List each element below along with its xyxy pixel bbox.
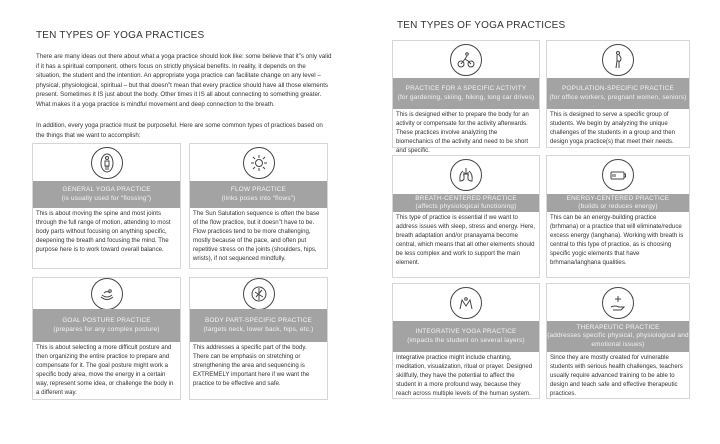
card-subtitle: (for gardening, skiing, hiking, long car drives) [397,93,535,101]
icon-area [393,41,539,78]
practice-card [32,277,181,400]
card-description: This is designed either to prepare the body for an activity or compensate for the activity afterwards. These practices involve analyzing the biomechanics of the activity and need to be short and specific. [396,111,529,154]
card-subtitle: (builds or reduces energy) [578,203,658,210]
practice-card [546,155,690,278]
card-header [190,181,327,208]
icon-area [547,284,689,321]
card-subtitle: (for office workers, pregnant women, seniors) [549,93,687,101]
card-description: This addresses a specific part of the body. There can be emphasis on stretching or strengthening the area and sequencing is EXTREMELY important here if we want the practice to be effective and safe. [193,344,310,387]
card-description: Since they are mostly created for vulnerable students with serious health challenges, teachers usually require advanced training to be able to design and teach safe and effective therapeutic practices. [550,354,683,397]
card-title: THERAPEUTIC PRACTICE [576,324,660,332]
card-title: INTEGRATIVE YOGA PRACTICE [415,328,517,336]
practice-card [392,40,540,154]
card-header [547,194,689,212]
card-title: GOAL POSTURE PRACTICE [62,317,151,325]
right-page-title: TEN TYPES OF YOGA PRACTICES [397,20,566,31]
card-title: FLOW PRACTICE [230,186,287,194]
battery-icon [602,159,634,191]
intro-paragraph-2: In addition, every yoga practice must be purposeful. Here are some common types of practices based on the things that we want to accomplish: [36,122,323,139]
card-header [33,181,180,208]
pregnant-woman-icon [602,44,634,76]
card-header [547,321,689,352]
card-header [547,78,689,109]
card-title: BODY PART-SPECIFIC PRACTICE [205,317,312,325]
intro-paragraph: There are many ideas out there about what a yoga practice should look like: some believe that it”s only valid if it has a spiritual component, others focus on strictly physical benefits. In reality, it depends on the situation, the student and the intention. An appropriate yoga practice can facilitate change on any level – physical, physiological, spiritual – but that doesn”t mean that every practice should have all those elements present. Sometimes it IS just about the body. Other times it IS all about connecting to something greater. What makes it a yoga practice is mindful movement and deep connection to the breath. [36,53,332,108]
goal-posture-icon [91,278,123,310]
card-description: This type of practice is essential if we want to address issues with sleep, stress and energy. Here, breath adaptation and/or pranayama become central, which means that all other elements should be less complex and work to support the main element. [396,214,536,266]
practice-card [189,143,328,269]
card-header [393,78,539,109]
icon-area [33,278,180,309]
card-subtitle: (targets neck, lower back, hips, etc.) [203,325,314,333]
card-header [393,194,539,212]
icon-area [547,41,689,78]
card-subtitle: (is usually used for “flossing”) [61,194,152,202]
sun-icon [243,147,275,179]
icon-area [190,278,327,309]
icon-area [393,156,539,194]
card-title: BREATH-CENTERED PRACTICE [415,194,517,202]
practice-card [32,143,181,269]
card-description: This is about selecting a more difficult posture and then organizing the entire practice to prepare and compensate for it. The goal posture might work a specific body area, move the energy in a certain way, represent some idea, or challenge the body in a different way. [36,344,174,396]
card-subtitle: (addresses specific physical, physiological and emotional issues) [547,332,689,348]
card-description: This can be an energy-building practice (brhmana) or a practice that will eliminate/reduce excess energy (langhana). Working with breath is central to this type of practice, as is choosing specific yogic elements that have brhmana/langhana qualities. [550,214,684,266]
card-description: This is about moving the spine and most joints through the full range of motion, attending to most body parts without focusing on anything specific, deepening the breath and focusing the mind. The purpose here is to work toward overall balance. [36,210,171,253]
hands-icon [450,287,482,319]
healing-hand-icon [602,287,634,319]
icon-area [33,144,180,181]
card-description: Integrative practice might include chanting, meditation, visualization, ritual or prayer. Designed skillfully, they have the potential to affect the student in a more profound way, because they reach across multiple levels of the human system. [396,354,533,397]
card-subtitle: (prepares for any complex posture) [53,325,160,333]
practice-card [392,283,540,399]
cyclist-icon [450,44,482,76]
card-description: This is designed to serve a specific group of students. We begin by analyzing the unique challenges of the students in a group and then design yoga practice(s) that meet their needs. [550,111,676,145]
card-description: The Sun Salutation sequence is often the base of the flow practice, but it doesn”t have to be. Flow practices tend to be more challenging, mostly because of the pace, and often put repetitive stress on the joints (shoulders, hips, wrists), if not sequenced mindfully. [193,210,320,262]
icon-area [393,284,539,321]
card-subtitle: (impacts the student on several layers) [407,336,525,344]
left-page-title: TEN TYPES OF YOGA PRACTICES [36,30,205,41]
card-subtitle: (links poses into “flows”) [221,194,296,202]
card-title: POPULATION-SPECIFIC PRACTICE [561,85,674,93]
practice-card [546,283,690,399]
practice-card [392,155,540,278]
card-header [393,321,539,352]
card-subtitle: (affects physiological functioning) [415,203,517,210]
lungs-icon [450,159,482,191]
icon-area [190,144,327,181]
body-part-icon [243,278,275,310]
icon-area [547,156,689,194]
card-title: GENERAL YOGA PRACTICE [62,186,151,194]
card-title: PRACTICE FOR A SPECIFIC ACTIVITY [405,85,527,93]
card-header [33,309,180,342]
practice-card [189,277,328,400]
practice-card [546,40,690,148]
card-title: ENERGY-CENTERED PRACTICE [566,194,670,202]
person-aura-icon [91,147,123,179]
card-header [190,309,327,342]
